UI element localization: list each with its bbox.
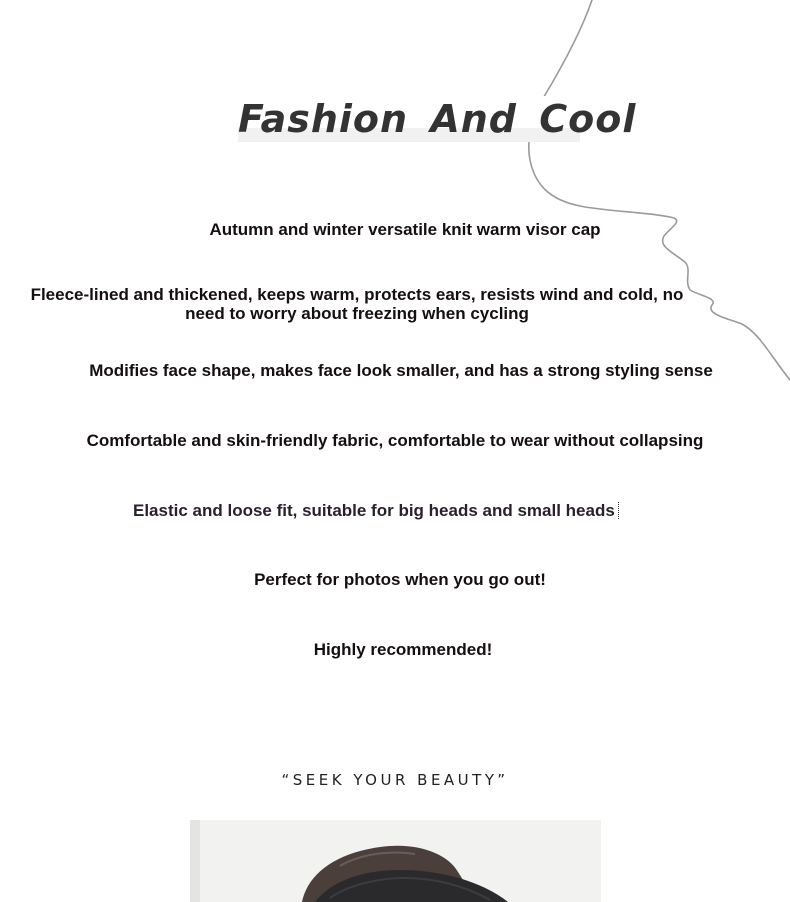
feature-line-2: Fleece-lined and thickened, keeps warm, protects ears, resists wind and cold, no need to worry about freezing when cycling xyxy=(30,285,684,323)
feature-line-6: Perfect for photos when you go out! xyxy=(254,570,546,589)
feature-line-3: Modifies face shape, makes face look smaller, and has a strong styling sense xyxy=(89,361,713,380)
tagline: “SEEK YOUR BEAUTY” xyxy=(281,771,509,789)
feature-line-5 xyxy=(133,501,615,520)
feature-line-5-text: Elastic and loose fit, suitable for big heads and small heads xyxy=(133,501,615,520)
feature-line-4: Comfortable and skin-friendly fabric, comfortable to wear without collapsing xyxy=(86,431,704,450)
product-photo xyxy=(190,820,601,902)
feature-line-7: Highly recommended! xyxy=(313,640,493,659)
page-title: Fashion And Cool xyxy=(238,97,637,141)
product-photo-image xyxy=(190,820,601,902)
feature-line-1: Autumn and winter versatile knit warm visor cap xyxy=(209,220,601,239)
text-cursor-icon xyxy=(618,502,620,519)
